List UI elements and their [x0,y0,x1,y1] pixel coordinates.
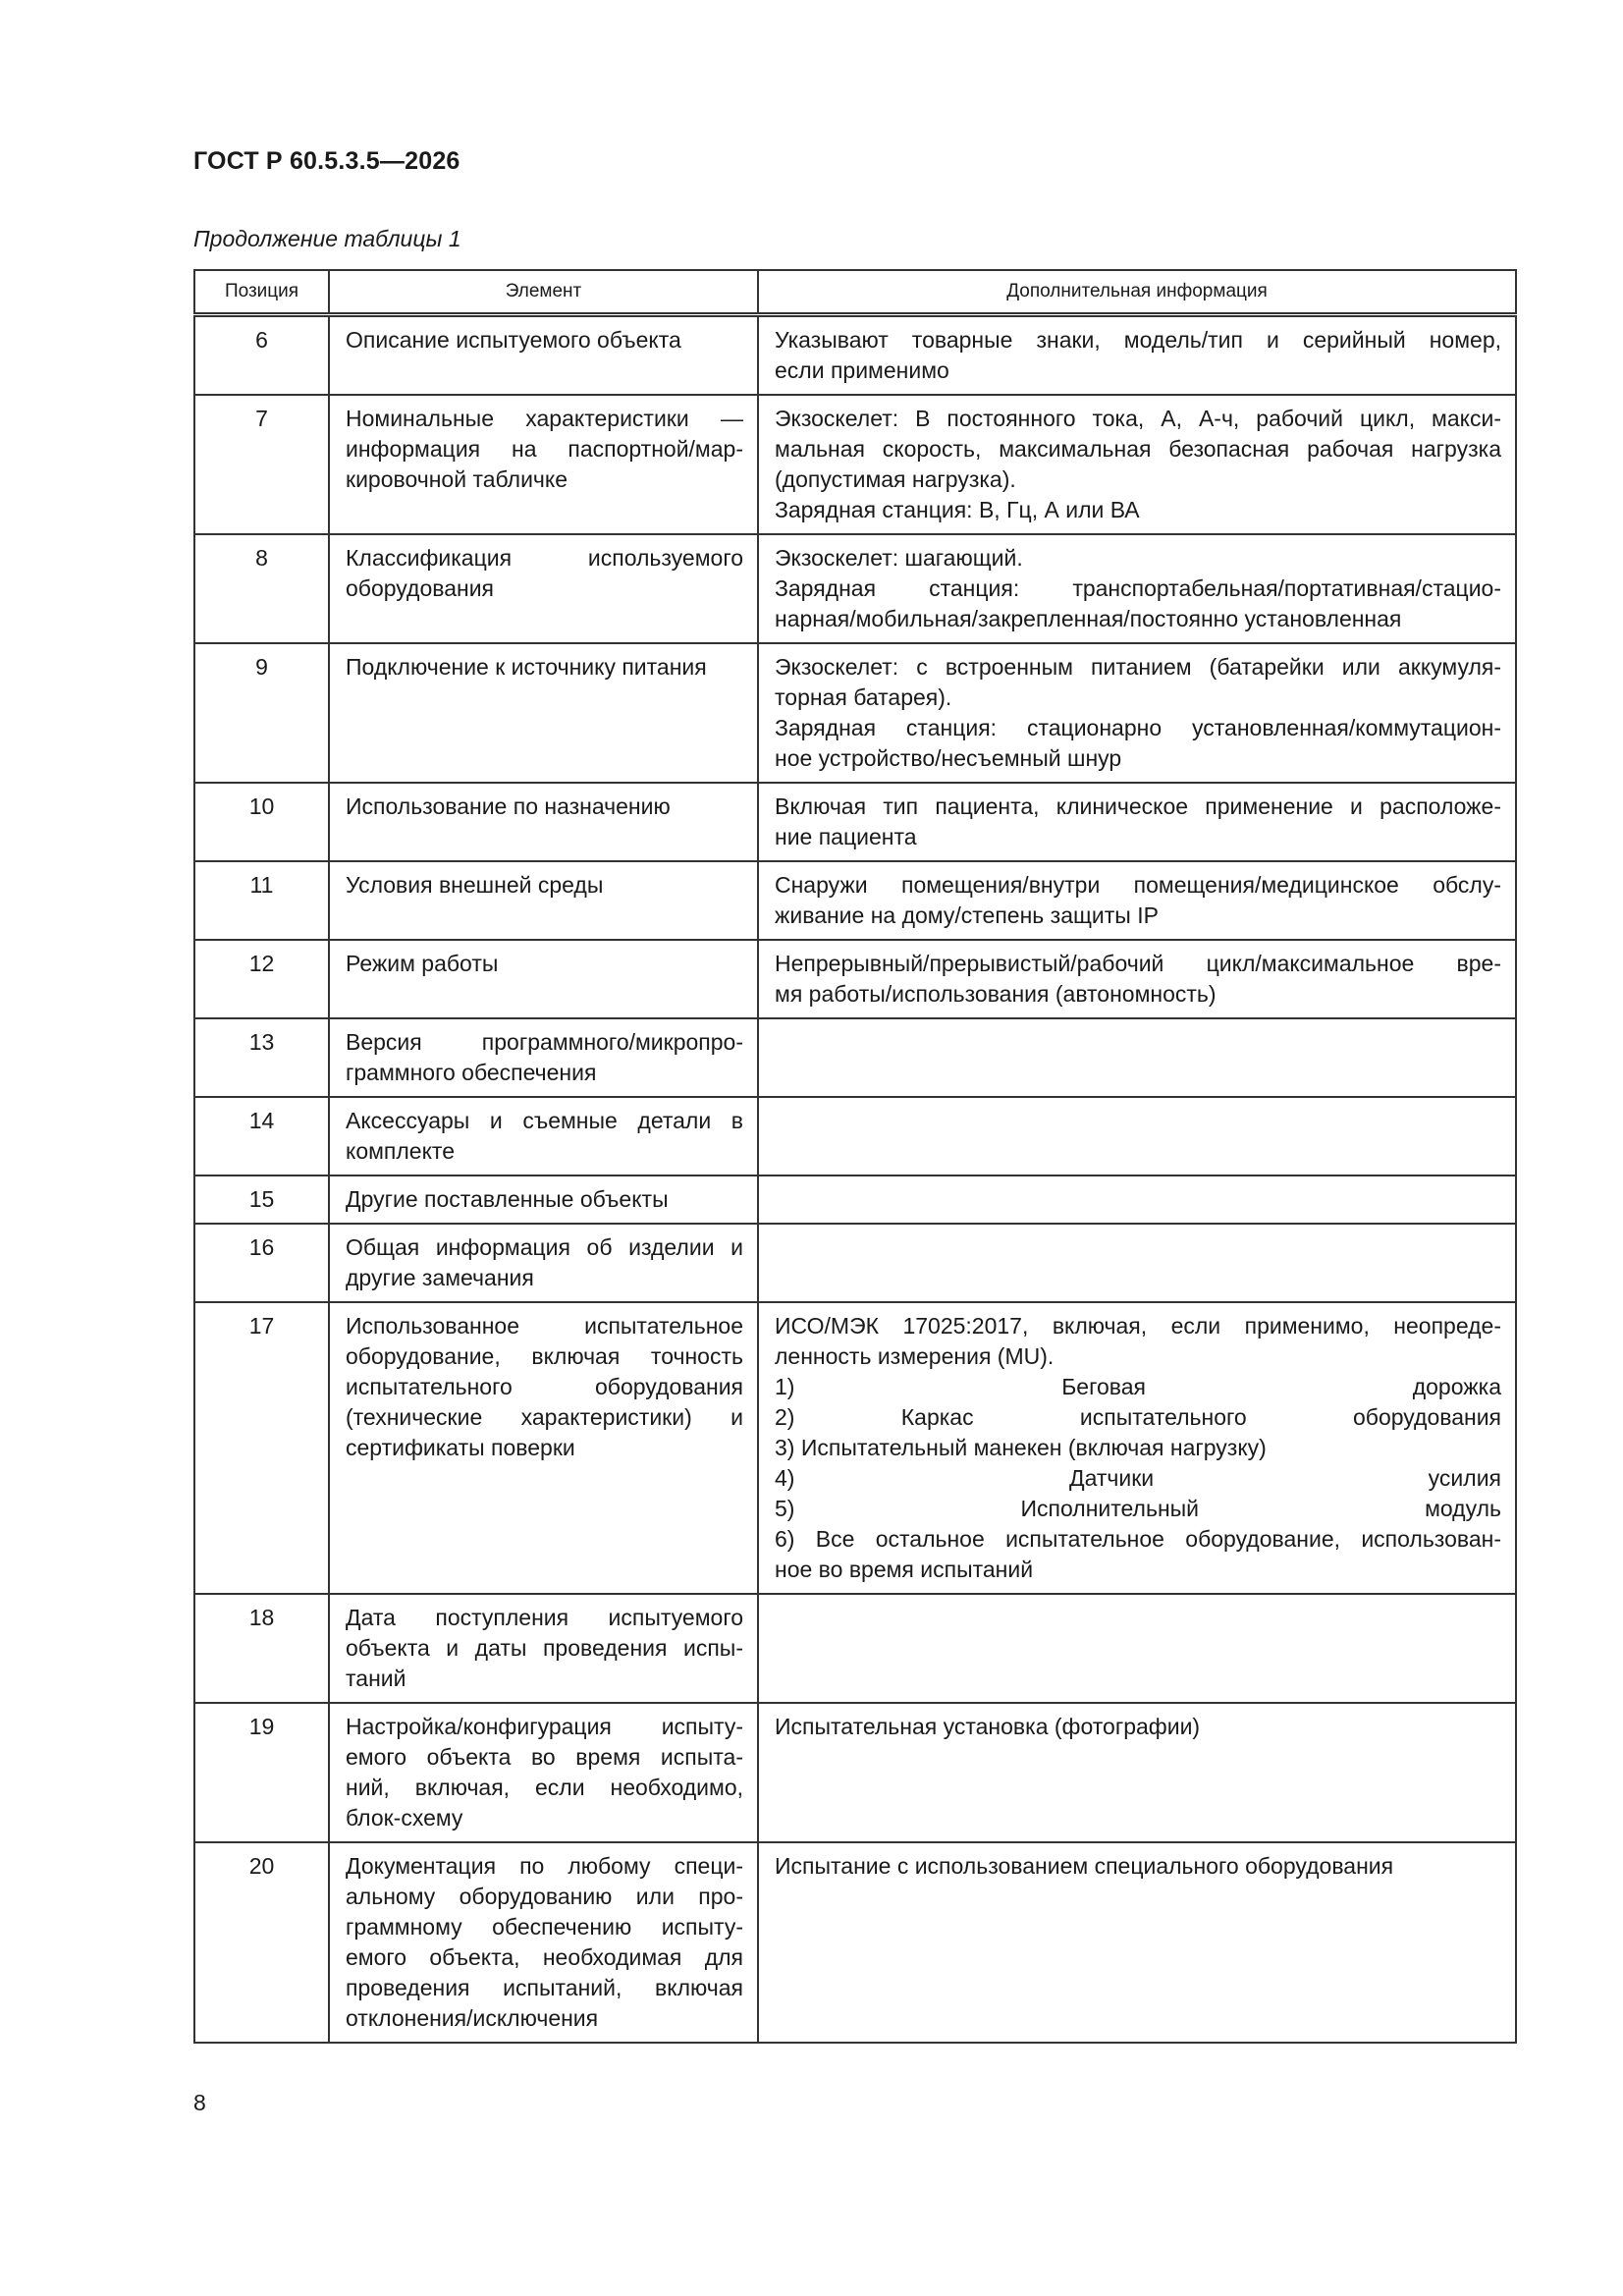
element-line: Версия программного/микропро- [346,1029,743,1055]
info-line: нарная/мобильная/закрепленная/постоянно установленная [775,606,1402,631]
table-row [194,861,1516,940]
element-line: Общая информация об изделии и [346,1234,743,1260]
column-header-info: Дополнительная информация [758,270,1516,315]
element-line: Другие поставленные объекты [346,1186,669,1212]
row-element [329,1594,758,1703]
row-info [758,1224,1516,1302]
info-line: ИСО/МЭК 17025:2017, включая, если применимо, неопреде- [775,1313,1501,1339]
element-line: объекта и даты проведения испы- [346,1635,743,1661]
row-info [758,1097,1516,1175]
element-line: Классификация используемого [346,545,743,571]
row-element [329,783,758,861]
element-line: испытательного оборудования [346,1374,743,1399]
row-position: 14 [194,1097,329,1175]
info-line: Испытание с использованием специального оборудования [775,1853,1394,1879]
column-header-element: Элемент [329,270,758,315]
element-line: Описание испытуемого объекта [346,327,681,353]
element-line: отклонения/исключения [346,2005,599,2031]
info-line: Указывают товарные знаки, модель/тип и серийный номер, [775,327,1501,353]
table-row [194,1594,1516,1703]
row-info [758,1594,1516,1703]
info-line: (допустимая нагрузка). [775,466,1016,492]
info-line: если применимо [775,357,949,383]
element-line: Дата поступления испытуемого [346,1605,743,1630]
element-line: блок-схему [346,1805,463,1831]
specification-table [193,269,1517,2044]
info-line: Включая тип пациента, клиническое применение и расположе- [775,793,1501,819]
element-line: граммному обеспечению испыту- [346,1914,743,1940]
table-row [194,1224,1516,1302]
info-line: Экзоскелет: В постоянного тока, А, А-ч, рабочий цикл, макси- [775,406,1501,431]
row-position: 15 [194,1175,329,1224]
element-line: Использованное испытательное [346,1313,743,1339]
row-element [329,940,758,1018]
info-line: Испытательная установка (фотографии) [775,1714,1201,1739]
row-info [758,643,1516,783]
table-caption: Продолжение таблицы 1 [193,226,461,251]
table-row [194,1842,1516,2043]
row-element [329,1842,758,2043]
row-info [758,315,1516,396]
row-element [329,1302,758,1594]
row-element [329,1703,758,1842]
row-position: 9 [194,643,329,783]
row-element [329,1018,758,1097]
table-row [194,1097,1516,1175]
element-line: комплекте [346,1138,455,1164]
table-row [194,1175,1516,1224]
info-line: 4) Датчики усилия [775,1465,1501,1491]
table-row [194,783,1516,861]
info-line: Экзоскелет: шагающий. [775,545,1023,571]
info-line: 1) Беговая дорожка [775,1374,1501,1399]
element-line: граммного обеспечения [346,1060,597,1085]
element-line: Аксессуары и съемные детали в [346,1108,743,1133]
element-line: оборудования [346,575,494,601]
page-number: 8 [193,2090,206,2115]
element-line: оборудование, включая точность [346,1343,743,1369]
row-element [329,1175,758,1224]
row-position: 16 [194,1224,329,1302]
row-element [329,1097,758,1175]
info-line: мальная скорость, максимальная безопасная рабочая нагрузка [775,436,1501,462]
row-element [329,395,758,534]
info-line: 3) Испытательный манекен (включая нагрузку) [775,1435,1267,1460]
element-line: информация на паспортной/мар- [346,436,743,462]
row-position: 20 [194,1842,329,2043]
info-line: ние пациента [775,824,917,849]
table-row [194,534,1516,643]
row-position: 6 [194,315,329,396]
table-row [194,940,1516,1018]
element-line: емого объекта во время испыта- [346,1744,743,1770]
row-info [758,783,1516,861]
info-line: ное устройство/несъемный шнур [775,745,1122,771]
element-line: Условия внешней среды [346,872,604,898]
row-element [329,861,758,940]
table-row [194,315,1516,396]
element-line: емого объекта, необходимая для [346,1944,743,1970]
element-line: альному оборудованию или про- [346,1884,743,1909]
document-header: ГОСТ Р 60.5.3.5—2026 [193,147,460,175]
row-position: 11 [194,861,329,940]
element-line: Режим работы [346,951,499,976]
row-position: 17 [194,1302,329,1594]
info-line: ное во время испытаний [775,1557,1034,1582]
element-line: Номинальные характеристики — [346,406,743,431]
row-position: 13 [194,1018,329,1097]
column-header-position: Позиция [194,270,329,315]
info-line: торная батарея). [775,684,952,710]
row-info [758,395,1516,534]
info-line: Зарядная станция: стационарно установленная/коммутацион- [775,715,1501,740]
row-element [329,534,758,643]
table-row [194,643,1516,783]
info-line: 2) Каркас испытательного оборудования [775,1404,1501,1430]
info-line: ленность измерения (MU). [775,1343,1055,1369]
table-header-row [194,270,1516,315]
row-position: 18 [194,1594,329,1703]
row-position: 12 [194,940,329,1018]
row-info [758,1175,1516,1224]
row-info [758,1302,1516,1594]
element-line: сертификаты поверки [346,1435,575,1460]
element-line: ний, включая, если необходимо, [346,1775,743,1800]
row-element [329,1224,758,1302]
info-line: мя работы/использования (автономность) [775,981,1217,1007]
info-line: Экзоскелет: с встроенным питанием (батарейки или аккумуля- [775,654,1501,680]
table-row [194,1703,1516,1842]
row-element [329,643,758,783]
info-line: Непрерывный/прерывистый/рабочий цикл/максимальное вре- [775,951,1501,976]
element-line: (технические характеристики) и [346,1404,743,1430]
element-line: проведения испытаний, включая [346,1975,743,2000]
element-line: другие замечания [346,1265,534,1290]
element-line: Документация по любому специ- [346,1853,743,1879]
table-row [194,1018,1516,1097]
row-position: 7 [194,395,329,534]
element-line: Использование по назначению [346,793,671,819]
row-position: 8 [194,534,329,643]
element-line: Настройка/конфигурация испыту- [346,1714,743,1739]
element-line: таний [346,1666,406,1691]
element-line: Подключение к источнику питания [346,654,707,680]
row-info [758,1018,1516,1097]
table-body [194,315,1516,2044]
info-line: 6) Все остальное испытательное оборудование, использован- [775,1526,1501,1552]
row-info [758,940,1516,1018]
row-element [329,315,758,396]
table-row [194,395,1516,534]
row-info [758,1703,1516,1842]
row-position: 10 [194,783,329,861]
info-line: живание на дому/степень защиты IP [775,902,1159,928]
row-position: 19 [194,1703,329,1842]
element-line: кировочной табличке [346,466,568,492]
row-info [758,861,1516,940]
info-line: Зарядная станция: В, Гц, А или ВА [775,497,1140,522]
table-row [194,1302,1516,1594]
info-line: Снаружи помещения/внутри помещения/медицинское обслу- [775,872,1501,898]
row-info [758,1842,1516,2043]
info-line: 5) Исполнительный модуль [775,1496,1501,1521]
info-line: Зарядная станция: транспортабельная/портативная/стацио- [775,575,1501,601]
row-info [758,534,1516,643]
